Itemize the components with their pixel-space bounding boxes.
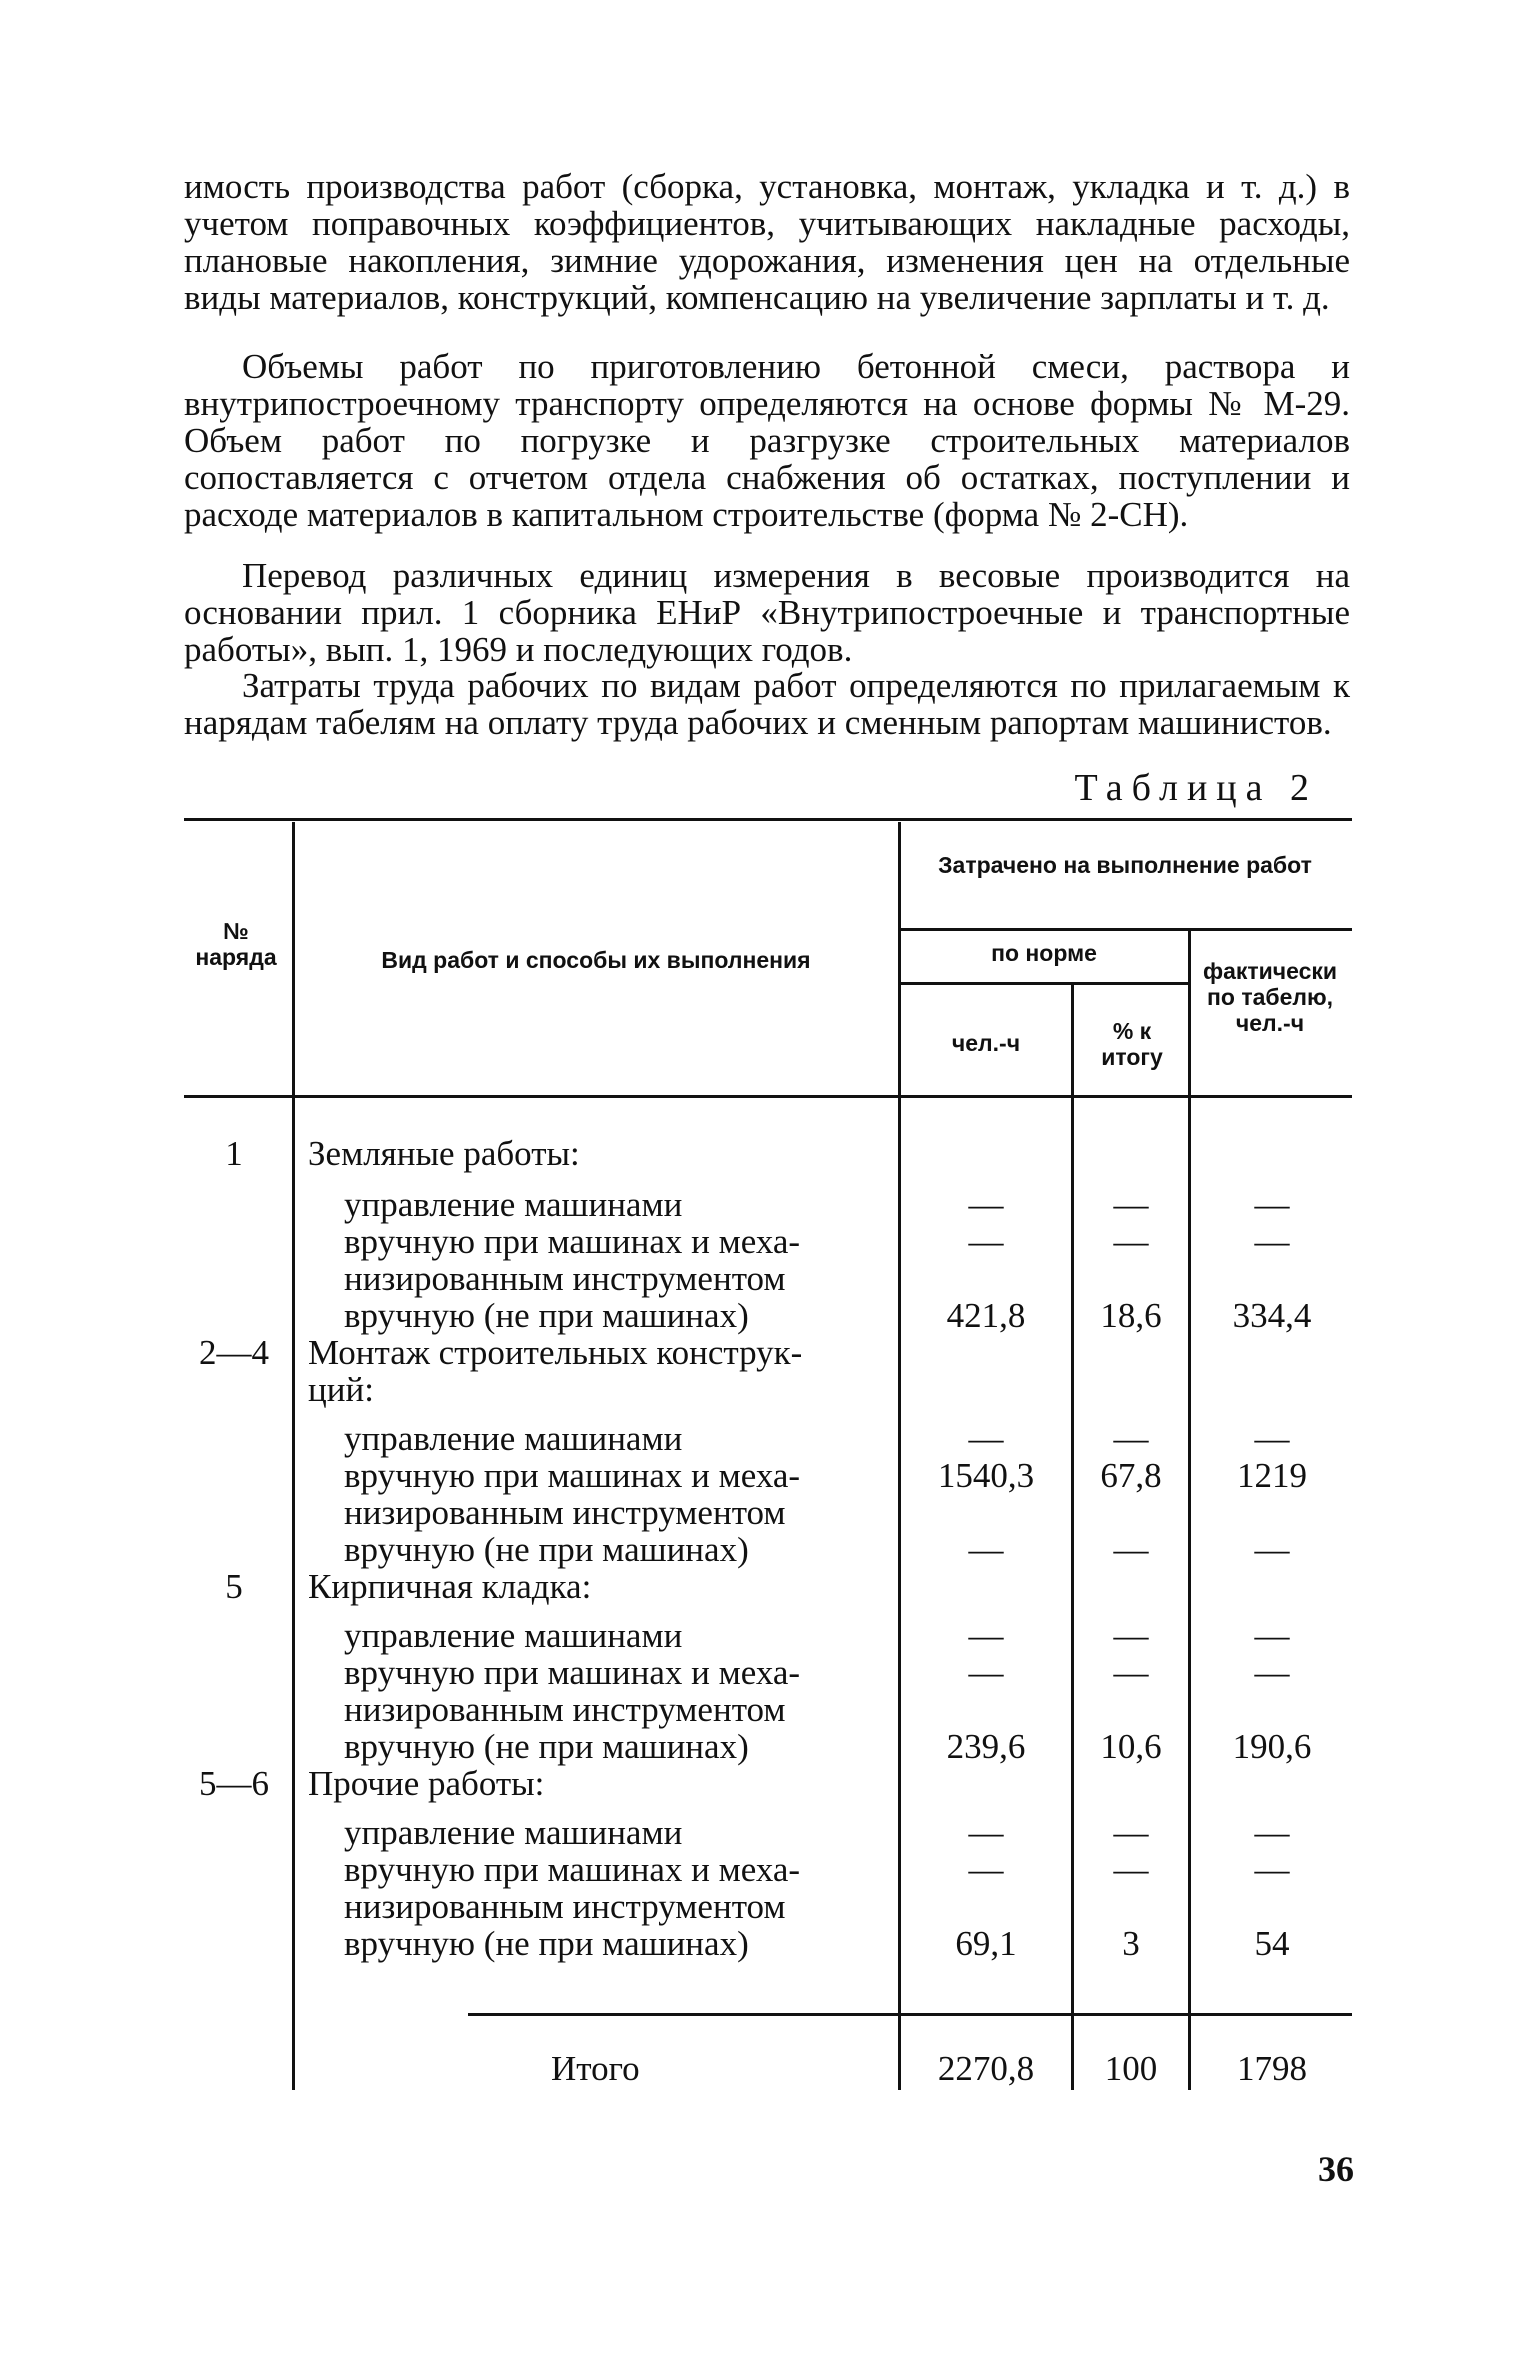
row-fact: 334,4: [1232, 1296, 1312, 1335]
header-percent-total: % к итогу: [1101, 1018, 1163, 1070]
total-pct: 100: [1104, 2049, 1158, 2088]
row-work-text: управление машинами: [344, 1419, 683, 1458]
row-order-no: 1: [225, 1134, 243, 1173]
total-label: Итого: [551, 2049, 640, 2088]
row-work-text: вручную (не при машинах): [344, 1727, 749, 1766]
row-pct: 3: [1122, 1924, 1140, 1963]
row-pct: —: [1113, 1222, 1149, 1261]
col-divider-no: [292, 822, 295, 2090]
row-pct: —: [1113, 1530, 1149, 1569]
total-fact: 1798: [1237, 2049, 1307, 2088]
row-pct: —: [1113, 1185, 1149, 1224]
row-pct: 18,6: [1100, 1296, 1162, 1335]
paragraph-4: Затраты труда рабочих по видам работ определяются по прилагаемым к нарядам табелям на оплату труда рабочих и сменным рапортам машинистов.: [184, 666, 1350, 742]
row-work-text: Прочие работы:: [308, 1764, 545, 1803]
row-work-text: вручную (не при машинах): [344, 1296, 749, 1335]
row-pct: 10,6: [1100, 1727, 1162, 1766]
row-work-text: Монтаж строительных конструк-: [308, 1333, 803, 1372]
header-work-type: Вид работ и способы их выполнения: [381, 947, 811, 973]
row-fact: —: [1254, 1530, 1290, 1569]
row-norm: 1540,3: [937, 1456, 1035, 1495]
row-work-text: вручную (не при машинах): [344, 1924, 749, 1963]
row-work-text: управление машинами: [344, 1185, 683, 1224]
row-work-text: управление машинами: [344, 1813, 683, 1852]
row-pct: —: [1113, 1419, 1149, 1458]
row-norm: —: [968, 1530, 1004, 1569]
row-fact: 54: [1254, 1924, 1290, 1963]
col-divider-pct: [1188, 930, 1191, 2090]
row-fact: —: [1254, 1813, 1290, 1852]
header-rule-spent: [900, 928, 1352, 931]
row-order-no: 5—6: [199, 1764, 269, 1803]
row-fact: —: [1254, 1653, 1290, 1692]
paragraph-1: имость производства работ (сборка, установка, монтаж, укладка и т. д.) в учетом поправочных коэффициентов, учитывающих накладные расходы, плановые накопления, зимние удорожания, изменения цен на отдельные виды материалов, конструкций, компенсацию на увеличение зарплаты и т. д.: [184, 167, 1350, 317]
header-order-no: № наряда: [195, 918, 277, 970]
row-norm: —: [968, 1653, 1004, 1692]
row-work-text: низированным инструментом: [344, 1259, 786, 1298]
paragraph-2: Объемы работ по приготовлению бетонной смеси, раствора и внутрипостроечному транспорту определяются на основе формы № М-29. Объем работ по погрузке и разгрузке строительных материалов сопоставляется с отчетом отдела снабжения об остатках, поступлении и расходе материалов в капитальном строительстве (форма № 2-СН).: [184, 347, 1350, 534]
row-norm: —: [968, 1419, 1004, 1458]
page-number: 36: [1318, 2149, 1354, 2189]
row-fact: —: [1254, 1222, 1290, 1261]
total-norm: 2270,8: [937, 2049, 1035, 2088]
table-top-rule: [184, 818, 1352, 821]
total-rule: [468, 2013, 1352, 2016]
row-order-no: 5: [225, 1567, 243, 1606]
header-spent: Затрачено на выполнение работ: [938, 852, 1312, 878]
row-work-text: низированным инструментом: [344, 1690, 786, 1729]
row-work-text: низированным инструментом: [344, 1493, 786, 1532]
row-work-text: Земляные работы:: [308, 1134, 580, 1173]
row-norm: —: [968, 1813, 1004, 1852]
row-fact: —: [1254, 1850, 1290, 1889]
header-rule-norm: [900, 982, 1190, 985]
row-pct: —: [1113, 1813, 1149, 1852]
row-work-text: вручную при машинах и меха-: [344, 1222, 801, 1261]
table-caption: Таблица 2: [1074, 767, 1318, 809]
row-work-text: Кирпичная кладка:: [308, 1567, 592, 1606]
row-fact: —: [1254, 1616, 1290, 1655]
row-work-text: ций:: [308, 1370, 374, 1409]
row-norm: —: [968, 1850, 1004, 1889]
row-fact: 190,6: [1232, 1727, 1312, 1766]
header-man-hours: чел.-ч: [951, 1030, 1021, 1056]
row-norm: 421,8: [946, 1296, 1026, 1335]
header-bottom-rule: [184, 1095, 1352, 1098]
row-norm: —: [968, 1185, 1004, 1224]
row-order-no: 2—4: [199, 1333, 269, 1372]
header-actual: фактически по табелю, чел.-ч: [1202, 958, 1338, 1036]
row-pct: 67,8: [1100, 1456, 1162, 1495]
col-divider-norm: [1071, 984, 1074, 2090]
row-pct: —: [1113, 1653, 1149, 1692]
row-work-text: управление машинами: [344, 1616, 683, 1655]
row-work-text: вручную при машинах и меха-: [344, 1850, 801, 1889]
paragraph-3: Перевод различных единиц измерения в весовые производится на основании прил. 1 сборника ЕНиР «Внутрипостроечные и транспортные работы», вып. 1, 1969 и последующих годов.: [184, 556, 1350, 669]
row-fact: 1219: [1237, 1456, 1307, 1495]
row-fact: —: [1254, 1185, 1290, 1224]
row-norm: 69,1: [955, 1924, 1017, 1963]
row-fact: —: [1254, 1419, 1290, 1458]
row-pct: —: [1113, 1616, 1149, 1655]
row-work-text: низированным инструментом: [344, 1887, 786, 1926]
row-work-text: вручную при машинах и меха-: [344, 1456, 801, 1495]
row-norm: 239,6: [946, 1727, 1026, 1766]
row-norm: —: [968, 1616, 1004, 1655]
col-divider-work: [898, 822, 901, 2090]
row-work-text: вручную (не при машинах): [344, 1530, 749, 1569]
header-by-norm: по норме: [991, 940, 1097, 966]
row-norm: —: [968, 1222, 1004, 1261]
row-work-text: вручную при машинах и меха-: [344, 1653, 801, 1692]
row-pct: —: [1113, 1850, 1149, 1889]
